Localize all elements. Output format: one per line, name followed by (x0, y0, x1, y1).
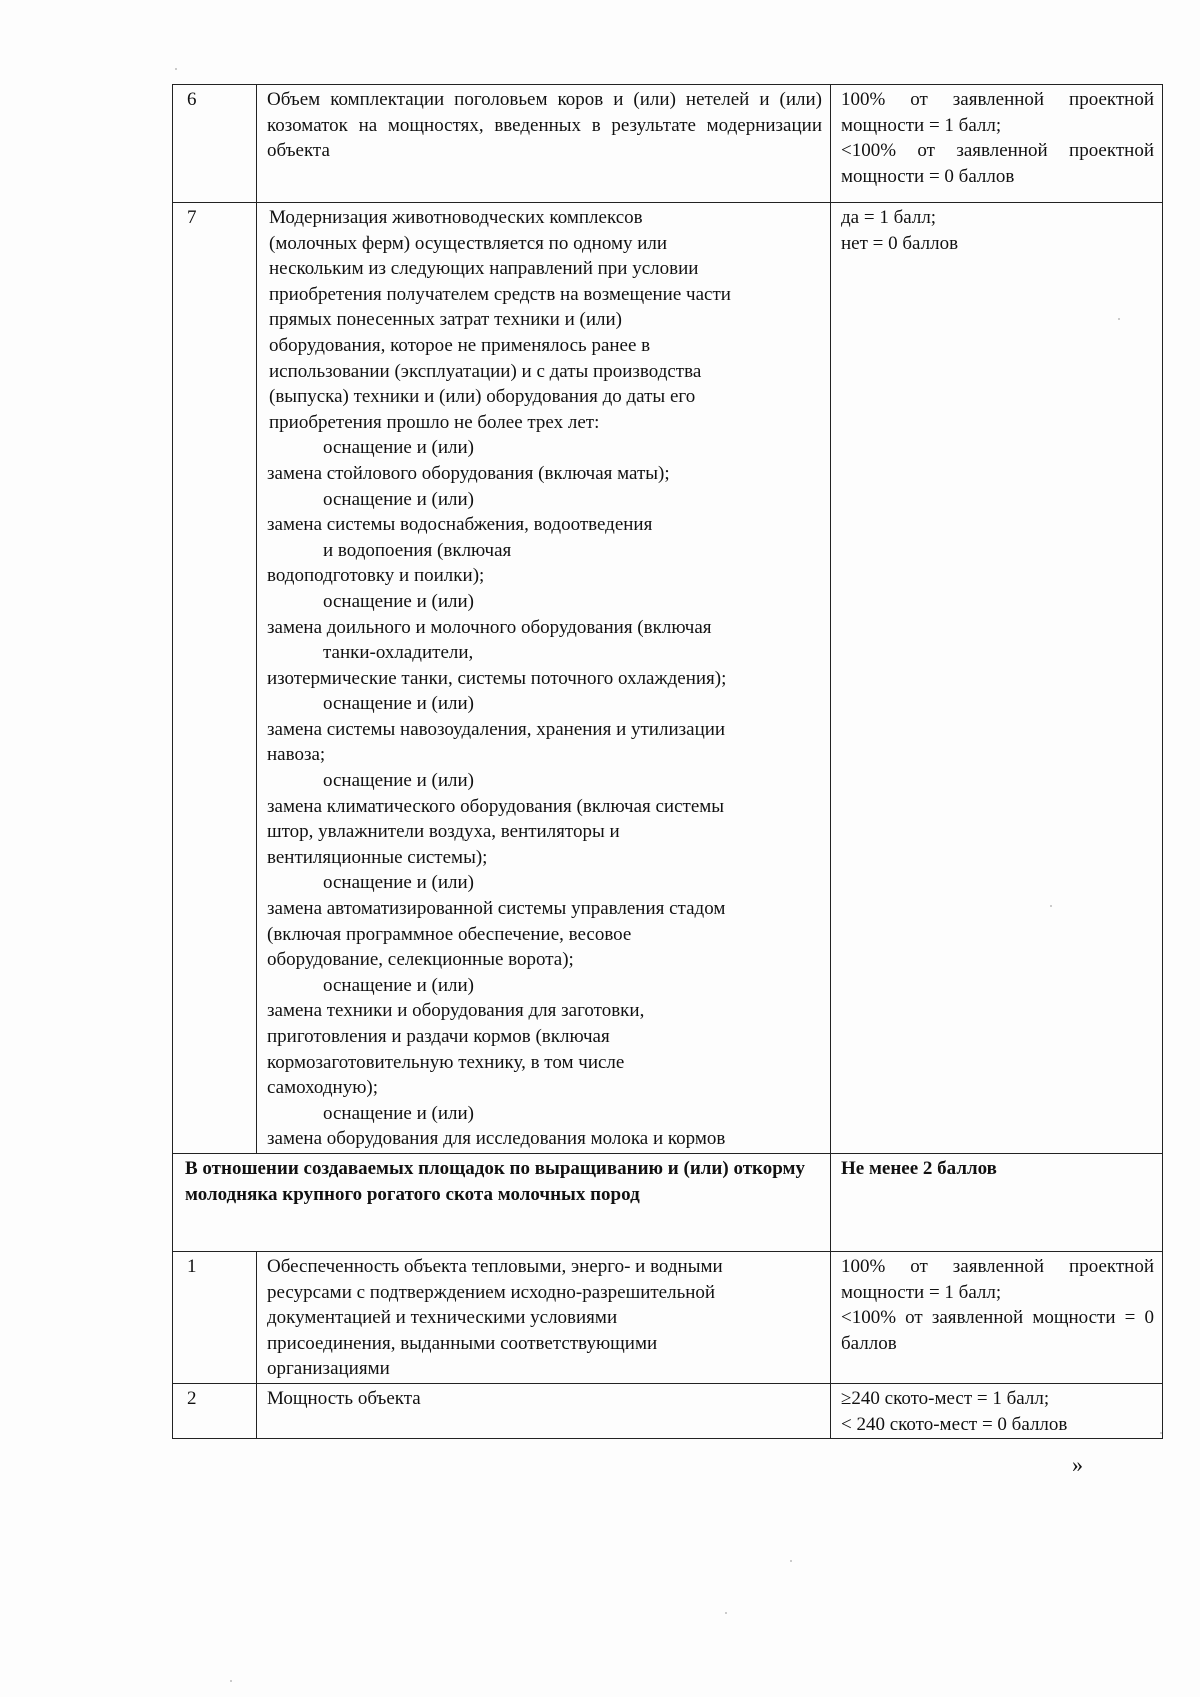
direction-line: замена доильного и молочного оборудования (включая (267, 616, 712, 638)
table-row (173, 1251, 1163, 1383)
closing-quote: » (1072, 1452, 1083, 1477)
description-line: организациями (267, 1358, 390, 1380)
direction-lead: оснащение и (или) (323, 770, 474, 792)
description-line: документацией и техническими условиями (267, 1307, 618, 1329)
intro-line: приобретения получателем средств на возмещение части (269, 283, 731, 305)
row-score (831, 1383, 1163, 1438)
direction-line: танки-охладители, (323, 642, 474, 664)
row-description (257, 203, 831, 1154)
direction-line: замена автоматизированной системы управления стадом (267, 898, 726, 920)
scan-speck (230, 1680, 232, 1682)
direction-line: замена климатического оборудования (включая системы (267, 795, 725, 817)
section-header-row (173, 1153, 1163, 1251)
row-description: Объем комплектации поголовьем коров и (или) нетелей и (или) козоматок на мощностях, введенных в результате модернизации объекта (257, 85, 831, 203)
row-number: 2 (173, 1383, 257, 1438)
direction-line: и водопоения (включая (323, 539, 512, 561)
row-description (257, 1383, 831, 1438)
intro-line: прямых понесенных затрат техники и (или) (269, 309, 622, 331)
direction-line: вентиляционные системы); (267, 846, 488, 868)
score-line: <100% от заявленной проектной мощности = 0 баллов (841, 140, 1154, 187)
direction-line: замена системы водоснабжения, водоотведения (267, 514, 653, 536)
direction-line: приготовления и раздачи кормов (включая (267, 1026, 610, 1047)
direction-line: изотермические танки, системы поточного охлаждения); (267, 667, 727, 689)
score-line: < 240 ското-мест = 0 баллов (841, 1413, 1068, 1435)
direction-line: самоходную); (267, 1077, 379, 1099)
direction-line: кормозаготовительную технику, в том числе (267, 1051, 625, 1073)
direction-line: (включая программное обеспечение, весовое (267, 923, 632, 945)
intro-line: нескольким из следующих направлений при условии (269, 258, 699, 280)
row-number: 7 (173, 203, 257, 1154)
score-line: <100% от заявленной мощности = 0 баллов (841, 1307, 1154, 1354)
row-description (257, 1251, 831, 1383)
direction-line: навоза; (267, 744, 326, 766)
score-line: ≥240 ското-мест = 1 балл; (841, 1387, 1050, 1409)
table-row (173, 85, 1163, 203)
intro-line: приобретения прошло не более трех лет: (269, 411, 600, 433)
score-line: нет = 0 баллов (841, 232, 959, 254)
intro-line: использовании (эксплуатации) и с даты производства (269, 360, 702, 382)
scan-speck (1050, 905, 1052, 907)
scan-speck (790, 1560, 792, 1562)
direction-lead: оснащение и (или) (323, 872, 474, 894)
description-line: ресурсами с подтверждением исходно-разрешительной (267, 1281, 716, 1303)
scan-speck (175, 68, 177, 70)
row-score (831, 85, 1163, 203)
direction-line: водоподготовку и поилки); (267, 565, 485, 587)
table-row (173, 203, 1163, 1154)
scan-speck (1160, 1432, 1162, 1434)
direction-line: замена оборудования для исследования молока и кормов (267, 1128, 726, 1150)
scan-speck (725, 1612, 727, 1614)
section-score: Не менее 2 баллов (831, 1153, 1163, 1251)
row-number: 1 (173, 1251, 257, 1383)
section-title: В отношении создаваемых площадок по выращиванию и (или) откорму молодняка крупного рогатого скота молочных пород (173, 1153, 831, 1251)
direction-lead: оснащение и (или) (323, 590, 474, 612)
criteria-table (172, 84, 1163, 1439)
intro-line: оборудования, которое не применялось ранее в (269, 334, 651, 356)
direction-lead: оснащение и (или) (323, 974, 474, 996)
score-line: да = 1 балл; (841, 207, 937, 228)
intro-line: Модернизация животноводческих комплексов (269, 207, 643, 228)
intro-line: (выпуска) техники и (или) оборудования до даты его (269, 386, 696, 408)
scan-speck (1118, 318, 1120, 320)
table-row (173, 1383, 1163, 1438)
direction-line: оборудование, селекционные ворота); (267, 949, 574, 971)
description-line: Мощность объекта (267, 1387, 421, 1409)
row-number: 6 (173, 85, 257, 203)
row-score (831, 1251, 1163, 1383)
description-line: Обеспеченность объекта тепловыми, энерго- и водными (267, 1255, 723, 1277)
direction-line: замена техники и оборудования для заготовки, (267, 1000, 645, 1022)
direction-lead: оснащение и (или) (323, 1102, 474, 1124)
direction-line: замена стойлового оборудования (включая маты); (267, 462, 670, 484)
score-line: 100% от заявленной проектной мощности = 1 балл; (841, 89, 1154, 136)
row-score (831, 203, 1163, 1154)
score-line: 100% от заявленной проектной мощности = 1 балл; (841, 1255, 1154, 1303)
intro-line: (молочных ферм) осуществляется по одному или (269, 232, 668, 254)
direction-line: штор, увлажнители воздуха, вентиляторы и (267, 821, 620, 843)
direction-lead: оснащение и (или) (323, 488, 474, 510)
direction-lead: оснащение и (или) (323, 437, 474, 459)
direction-lead: оснащение и (или) (323, 693, 474, 715)
direction-line: замена системы навозоудаления, хранения и утилизации (267, 718, 726, 740)
description-line: присоединения, выданными соответствующими (267, 1332, 658, 1354)
